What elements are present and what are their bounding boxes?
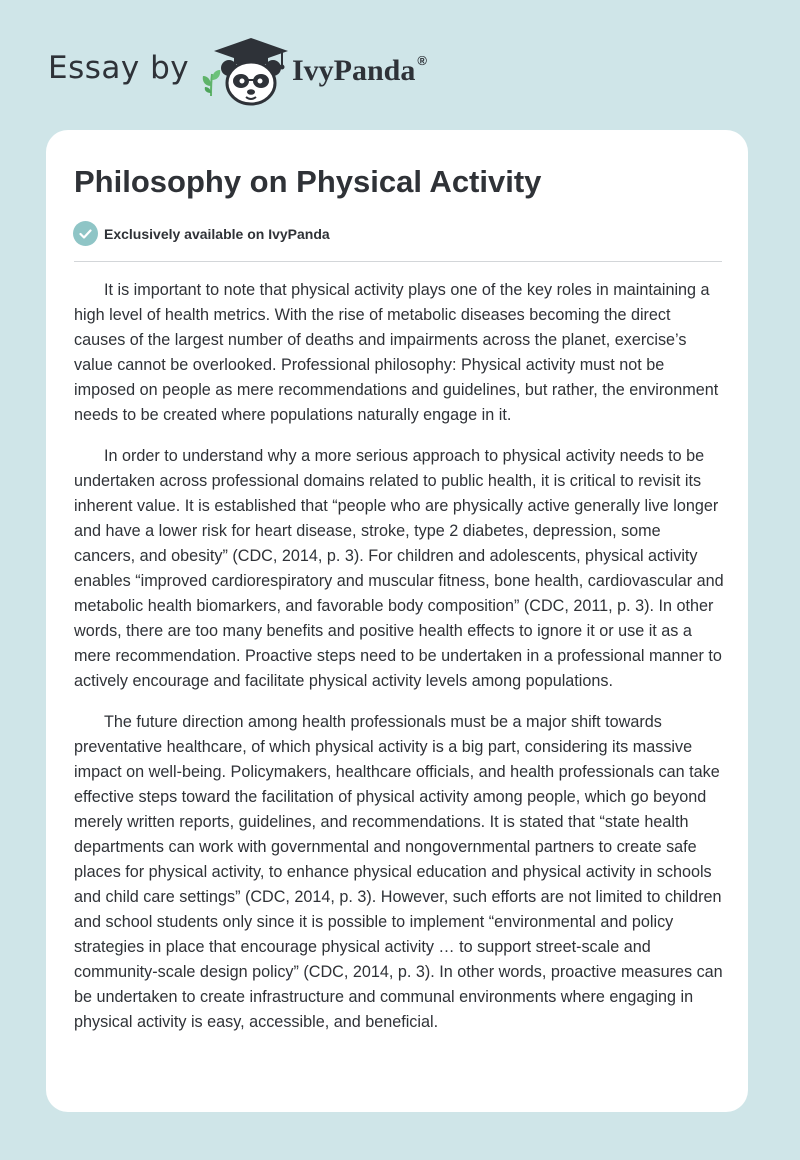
page-title: Philosophy on Physical Activity: [74, 164, 542, 199]
panda-graduation-cap-icon: [212, 36, 290, 108]
essay-body: [74, 278, 724, 1051]
exclusive-badge: [73, 221, 330, 246]
title-divider: [74, 261, 722, 262]
exclusive-badge-label: Exclusively available on IvyPanda: [104, 225, 330, 242]
registered-mark: ®: [417, 53, 427, 68]
essay-card: [46, 130, 748, 1112]
essay-by-label: Essay by: [48, 50, 190, 86]
ivypanda-logo-text[interactable]: [292, 54, 427, 88]
site-header: [0, 0, 800, 120]
checkmark-icon: [73, 221, 98, 246]
essay-paragraph: It is important to note that physical activity plays one of the key roles in maintaining a high level of health metrics. With the rise of metabolic diseases becoming the direct causes of the largest number of deaths and impairments across the planet, exercise’s value cannot be overlooked. Professional philosophy: Physical activity must not be imposed on people as mere recommendations and guidelines, but rather, the environment needs to be created where populations naturally engage in it.: [74, 281, 719, 424]
brand-name: IvyPanda: [292, 54, 416, 87]
essay-paragraph: In order to understand why a more serious approach to physical activity needs to be undertaken across professional domains related to public health, it is critical to revisit its inherent value. It is established that “people who are physically active generally live longer and have a lower risk for heart disease, stroke, type 2 diabetes, depression, some cancers, and obesity” (CDC, 2014, p. 3). For children and adolescents, physical activity enables “improved cardiorespiratory and muscular fitness, bone health, cardiovascular and metabolic health biomarkers, and favorable body composition” (CDC, 2011, p. 3). In other words, there are too many benefits and positive health effects to ignore it or use it as a mere recommendation. Proactive steps need to be undertaken in a professional manner to actively encourage and facilitate physical activity levels among populations.: [74, 447, 724, 690]
essay-paragraph: The future direction among health professionals must be a major shift towards preventative healthcare, of which physical activity is a big part, considering its massive impact on well-being. Policymakers, healthcare officials, and health professionals can take effective steps toward the facilitation of physical activity among people, which go beyond merely written reports, guidelines, and recommendations. It is stated that “state health departments can work with governmental and nongovernmental partners to create safe places for physical activity, to enhance physical education and physical activity in schools and child care settings” (CDC, 2014, p. 3). However, such efforts are not limited to children and school students only since it is possible to implement “environmental and policy strategies in place that encourage physical activity … to support street-scale and community-scale design policy” (CDC, 2014, p. 3). In other words, proactive measures can be undertaken to create infrastructure and communal environments where engaging in physical activity is easy, accessible, and beneficial.: [74, 713, 723, 1031]
